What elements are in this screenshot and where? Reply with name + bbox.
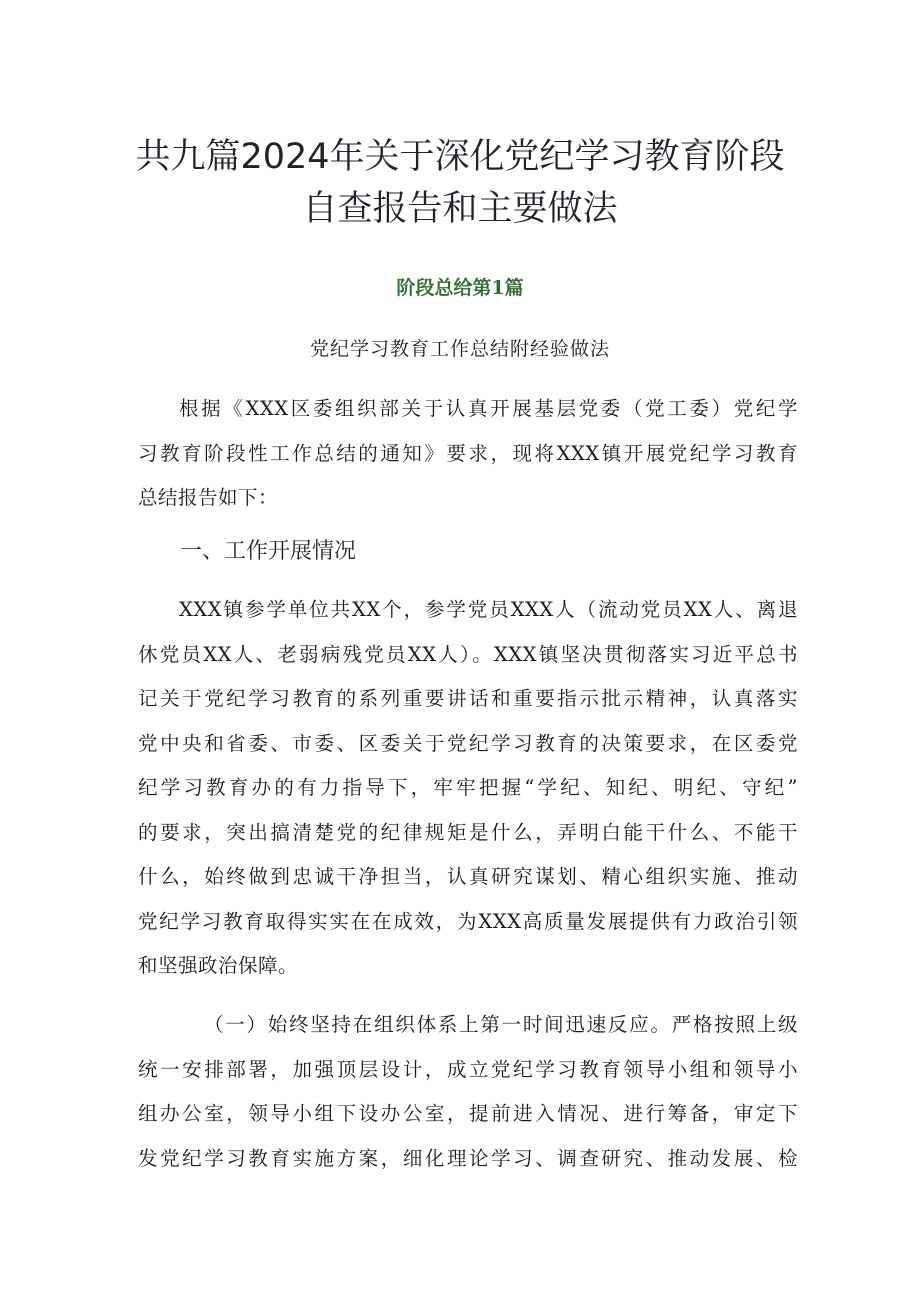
document-title xyxy=(60,131,860,235)
intro-line-2: 习教育阶段性工作总结的通知》要求，现将XXX镇开展党纪学习教育 xyxy=(138,441,798,465)
para1-line-8: 党纪学习教育取得实实在在成效，为XXX高质量发展提供有力政治引领 xyxy=(138,909,798,933)
body-paragraph-2 xyxy=(138,1003,798,1181)
intro-line-1: 根据《XXX区委组织部关于认真开展基层党委（党工委）党纪学 xyxy=(179,397,798,420)
document-subtitle: 党纪学习教育工作总结附经验做法 xyxy=(309,338,610,360)
para2-line-3: 组办公室，领导小组下设办公室，提前进入情况、进行筹备，审定下 xyxy=(138,1102,798,1125)
para1-line-7: 什么，始终做到忠诚干净担当，认真研究谋划、精心组织实施、推动 xyxy=(138,865,798,888)
section-heading: 一、工作开展情况 xyxy=(180,539,357,564)
intro-line-3: 总结报告如下： xyxy=(138,486,279,509)
para1-line-4: 党中央和省委、市委、区委关于党纪学习教育的决策要求，在区委党 xyxy=(138,731,798,755)
para2-line-1: （一）始终坚持在组织体系上第一时间迅速反应。严格按照上级 xyxy=(204,1013,798,1036)
para2-line-4: 发党纪学习教育实施方案，细化理论学习、调查研究、推动发展、检 xyxy=(138,1146,798,1170)
para1-line-3: 记关于党纪学习教育的系列重要讲话和重要指示批示精神，认真落实 xyxy=(138,687,798,710)
para1-line-9: 和坚强政治保障。 xyxy=(138,954,299,977)
title-line-1: 共九篇2024年关于深化党纪学习教育阶段 xyxy=(135,137,785,178)
title-line-2: 自查报告和主要做法 xyxy=(302,189,618,230)
para1-line-6: 的要求，突出搞清楚党的纪律规矩是什么，弄明白能干什么、不能干 xyxy=(138,820,798,844)
para1-line-5: 纪学习教育办的有力指导下，牢牢把握“学纪、知纪、明纪、守纪” xyxy=(138,776,798,799)
body-paragraph-1 xyxy=(138,588,798,989)
para2-line-2: 统一安排部署，加强顶层设计，成立党纪学习教育领导小组和领导小 xyxy=(138,1057,798,1081)
intro-paragraph xyxy=(138,387,798,521)
para1-line-2: 休党员XX人、老弱病残党员XX人）。XXX镇坚决贯彻落实习近平总书 xyxy=(138,642,798,666)
para1-line-1: XXX镇参学单位共XX个，参学党员XXX人（流动党员XX人、离退 xyxy=(179,598,798,621)
section-label: 阶段总给第1篇 xyxy=(396,277,524,299)
